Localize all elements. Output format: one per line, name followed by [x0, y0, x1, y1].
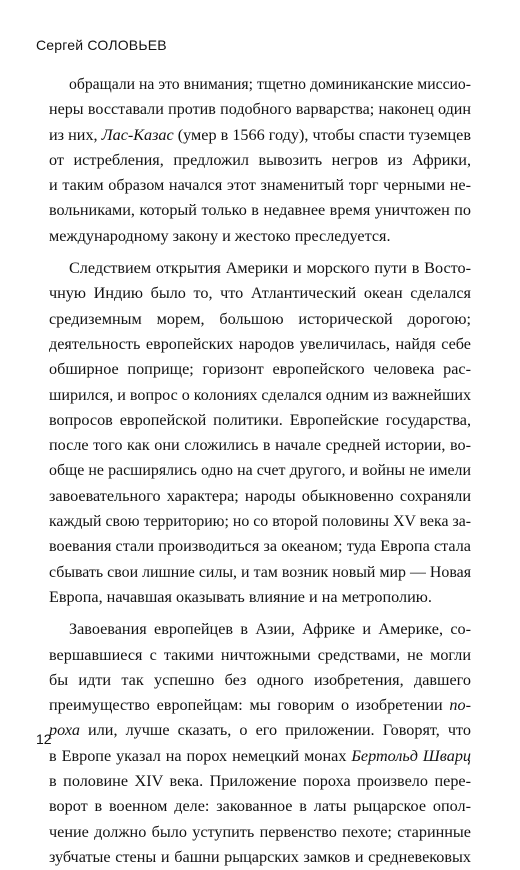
text-run: сбывать свои лишние силы, и там возник новый мир — Новая [49, 563, 471, 581]
text-run: преимущество европейцам: мы говорим о изобретении [49, 696, 450, 715]
text-line [49, 433, 471, 458]
text-line [49, 693, 471, 718]
text-run: и таким образом начался этот знаменитый торг черными не- [49, 176, 471, 195]
text-line [49, 560, 471, 585]
paragraph [49, 617, 471, 870]
text-line [49, 534, 471, 559]
text-line [49, 97, 471, 122]
text-run: Завоевания европейцев в Азии, Африке и Америке, со- [69, 620, 471, 639]
text-line [49, 148, 471, 173]
text-run: в Европе указал на порох немецкий монах [49, 746, 352, 765]
text-line [49, 173, 471, 198]
text-line [49, 484, 471, 509]
page-number: 12 [36, 731, 52, 747]
text-line [49, 357, 471, 382]
text-line [49, 458, 471, 483]
text-run: в половине XIV века. Приложение пороха произвело пере- [49, 772, 471, 791]
text-line [49, 123, 471, 148]
text-run: вольниками, который только в недавнее время уничтожен по [49, 201, 471, 220]
paragraph [49, 72, 471, 249]
text-line [49, 668, 471, 693]
italic-text: роха [49, 721, 80, 740]
italic-text: Бертольд Шварц [351, 746, 472, 765]
text-run: средиземным морем, большою исторической дорогою; [49, 309, 471, 328]
text-run: вопросов европейской политики. Европейские государства, [49, 410, 471, 429]
text-line [49, 72, 471, 97]
text-run: Следствием открытия Америки и морского пути в Восто- [69, 259, 471, 278]
text-line [49, 256, 471, 281]
text-line [49, 585, 471, 610]
text-line [49, 332, 471, 357]
text-run: деятельность европейских народов увеличилась, найдя себе [49, 334, 471, 353]
text-run: после того как они сложились в начале средней истории, во- [49, 436, 471, 455]
text-line [49, 224, 471, 249]
text-line [49, 281, 471, 306]
text-line [49, 794, 471, 819]
text-run: обращали на это внимания; тщетно доминиканские миссио- [69, 76, 471, 93]
text-line [49, 198, 471, 223]
text-run: воевания стали производиться за океаном; туда Европа стала [49, 537, 471, 556]
italic-text: Лас-Казас [101, 125, 174, 144]
text-run: от истребления, предложил вывозить негров из Африки, [49, 150, 471, 169]
text-line [49, 769, 471, 794]
text-run: из них, [49, 125, 102, 144]
text-run: чную Индию было то, что Атлантический океан сделался [49, 284, 471, 303]
text-run: или, лучше сказать, о его приложении. Говорят, что [79, 721, 471, 740]
paragraph [49, 256, 471, 610]
text-line [49, 617, 471, 642]
text-line [49, 744, 471, 769]
text-run: чение должно было уступить первенство пехоте; старинные [49, 822, 471, 841]
body-text [49, 72, 471, 870]
text-line [49, 718, 471, 743]
text-run: ворот в военном деле: закованное в латы рыцарское опол- [49, 797, 471, 816]
text-run: обширное поприще; горизонт европейского человека рас- [49, 360, 471, 379]
text-run: международному закону и жестоко преследуется. [49, 226, 391, 245]
text-line [49, 307, 471, 332]
text-run: (умер в 1566 году), чтобы спасти туземцев [173, 125, 471, 144]
text-line [49, 408, 471, 433]
text-run: обще не расширялись одно на счет другого, и войны не имели [49, 462, 471, 480]
text-line [49, 820, 471, 845]
text-line [49, 845, 471, 870]
text-run: неры восставали против подобного варварства; наконец один [49, 101, 471, 119]
italic-text: по- [449, 696, 471, 715]
text-run: вершавшиеся с такими ничтожными средствами, не могли [49, 645, 471, 664]
text-line [49, 643, 471, 668]
text-line [49, 383, 471, 408]
text-run: бы идти так успешно без одного изобретения, давшего [49, 670, 471, 689]
text-run: ширился, и вопрос о колониях сделался одним из важнейших [49, 386, 472, 404]
text-run: завоевательного характера; народы обыкновенно сохраняли [49, 486, 471, 505]
text-run: Европа, начавшая оказывать влияние и на метрополию. [49, 587, 432, 606]
text-line [49, 509, 471, 534]
text-run: зубчатые стены и башни рыцарских замков и средневековых [49, 847, 471, 866]
running-head: Сергей СОЛОВЬЕВ [36, 37, 167, 53]
text-run: каждый свою территорию; но со второй половины XV века за- [49, 513, 471, 531]
